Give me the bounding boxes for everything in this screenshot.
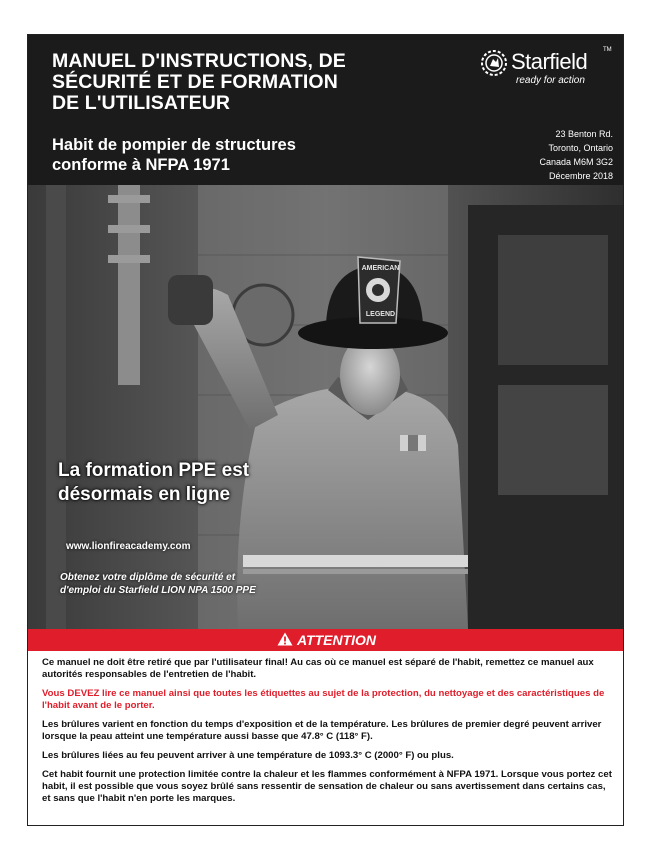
brand-logo-block — [480, 43, 615, 103]
title-line: MANUEL D'INSTRUCTIONS, DE — [52, 50, 346, 72]
helmet-shield-top-label: AMERICAN — [361, 265, 400, 272]
warning-triangle-icon — [277, 632, 293, 646]
academy-link[interactable]: www.lionfireacademy.com — [66, 541, 191, 552]
publication-date: Décembre 2018 — [548, 171, 613, 181]
promo-description-line: d'emploi du Starfield LION NPA 1500 PPE — [60, 585, 256, 596]
firefighter-illustration — [28, 185, 624, 629]
starfield-logo-icon — [480, 49, 508, 77]
warning-paragraph: Les brûlures varient en fonction du temps d'exposition et de la température. Les brûlures de premier degré peuvent arriver lorsque la peau atteint une température aussi basse que 47.8° C (118° F). — [42, 719, 602, 742]
address-line: Toronto, Ontario — [548, 143, 613, 153]
firefighter-photo — [28, 185, 624, 629]
subtitle-line: conforme à NFPA 1971 — [52, 156, 230, 174]
warning-paragraph: Ce manuel ne doit être retiré que par l'utilisateur final! Au cas où ce manuel est séparé de l'habit, remettez ce manuel aux autorités responsables de l'entretien de l'habit. — [42, 657, 594, 680]
document-subtitle — [52, 135, 412, 175]
warning-paragraph-required-reading: Vous DEVEZ lire ce manuel ainsi que toutes les étiquettes au sujet de la protection, du nettoyage et des caractéristiques de l'habit avant de le porter. — [42, 688, 605, 711]
title-line: DE L'UTILISATEUR — [52, 92, 231, 114]
safety-warnings — [42, 657, 614, 812]
brand-tagline: ready for action — [516, 75, 585, 86]
title-line: SÉCURITÉ ET DE FORMATION — [52, 71, 338, 93]
promo-description — [60, 571, 256, 597]
attention-label: ATTENTION — [296, 632, 377, 648]
address-line: 23 Benton Rd. — [555, 129, 613, 139]
document-title — [52, 51, 472, 114]
attention-banner-content — [28, 629, 624, 651]
brand-name: Starfield — [511, 49, 588, 74]
subtitle-line: Habit de pompier de structures — [52, 136, 296, 154]
helmet-shield-bottom-label: LEGEND — [365, 311, 396, 318]
address-line: Canada M6M 3G2 — [539, 157, 613, 167]
promo-headline-line: La formation PPE est — [58, 460, 250, 481]
warning-paragraph: Les brûlures liées au feu peuvent arriver à une température de 1093.3° C (2000° F) ou plus. — [42, 750, 454, 761]
brand-trademark: TM — [603, 47, 612, 53]
manual-cover — [27, 34, 624, 826]
attention-banner — [28, 629, 624, 651]
promo-description-line: Obtenez votre diplôme de sécurité et — [60, 572, 236, 583]
warning-paragraph: Cet habit fournit une protection limitée contre la chaleur et les flammes conformément à NFPA 1971. Lorsque vous portez cet habit, il est possible que vous soyez brûlé sans ressentir de sensation de chaleur ou sans avertissement dans certains cas, et sans que l'habit n'en porte les marques. — [42, 769, 612, 804]
promo-headline — [58, 459, 249, 507]
company-address — [539, 127, 613, 183]
promo-headline-line: désormais en ligne — [58, 484, 231, 505]
cover-header — [28, 35, 624, 185]
